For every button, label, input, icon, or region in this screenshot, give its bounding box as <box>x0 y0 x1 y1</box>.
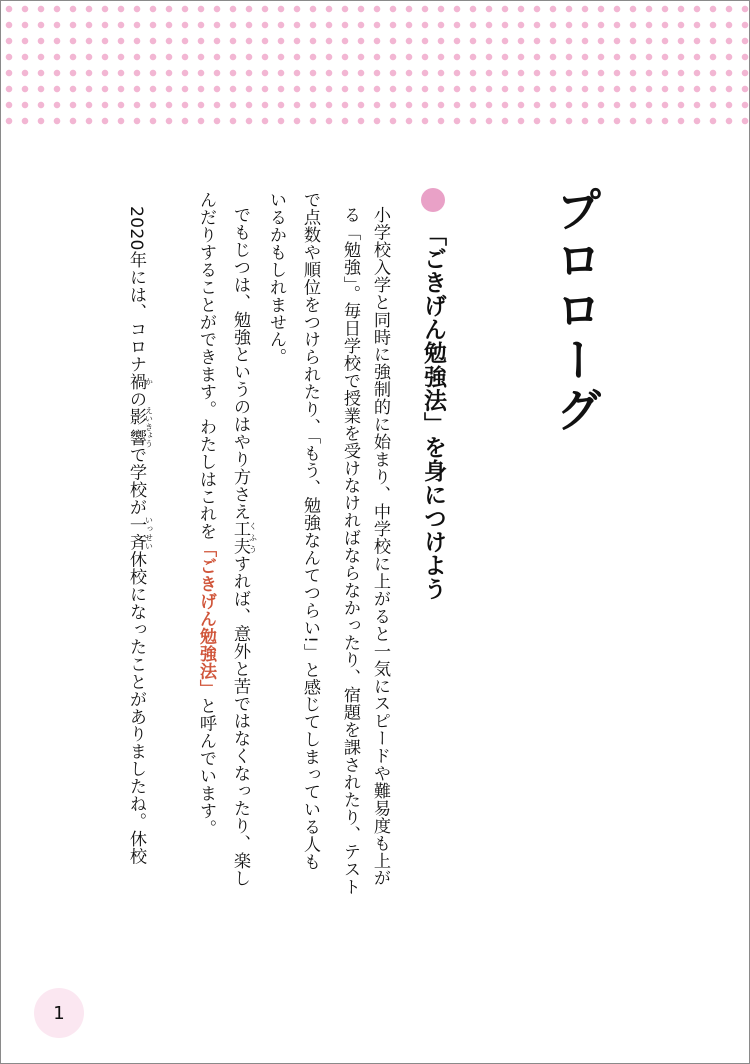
text-segment: すれば、意外と苦ではなくなったり、楽し <box>230 555 250 887</box>
body-line-2: る「勉強」。毎日学校で授業を受けなければならなかったり、宿題を課されたり、テスト <box>340 206 360 896</box>
highlight-gokigen: 「ごきげん勉強法」 <box>196 540 216 698</box>
body-line-4: いるかもしれません。 <box>266 191 286 366</box>
text-segment: 休校になったことがありましたね。休校 <box>126 550 146 865</box>
ruby-ka: 禍か <box>126 372 154 391</box>
body-line-6 <box>191 191 221 837</box>
text-segment: と呼んでいます。 <box>196 697 216 837</box>
dot-pattern-header <box>1 1 749 129</box>
body-line-7 <box>121 206 153 865</box>
page-title: プロローグ <box>549 186 603 436</box>
text-segment: の <box>126 390 146 408</box>
body-line-5 <box>225 206 257 887</box>
text-segment: 2020年には、コロナ <box>126 206 146 373</box>
ruby-eikyo: 影響えいきょう <box>126 406 154 448</box>
text-segment: んだりすることができます。わたしはこれを <box>196 191 216 540</box>
ruby-kufu: 工夫くふう <box>230 520 258 556</box>
body-line-1: 小学校入学と同時に強制的に始まり、中学校に上がると一気にスピードや難易度も上が <box>370 206 390 887</box>
text-segment: で学校が <box>126 445 146 516</box>
heading-bullet-icon <box>421 188 445 212</box>
page-number: 1 <box>34 988 84 1038</box>
body-line-3: で点数や順位をつけられたり、「もう、勉強なんてつらい!」と感じてしまっている人も <box>300 191 320 871</box>
text-segment: でもじつは、勉強というのはやり方さえ <box>230 206 250 521</box>
ruby-issei: 一斉いっせい <box>126 515 154 551</box>
section-heading: 「ごきげん勉強法」を身につけよう <box>420 223 446 601</box>
